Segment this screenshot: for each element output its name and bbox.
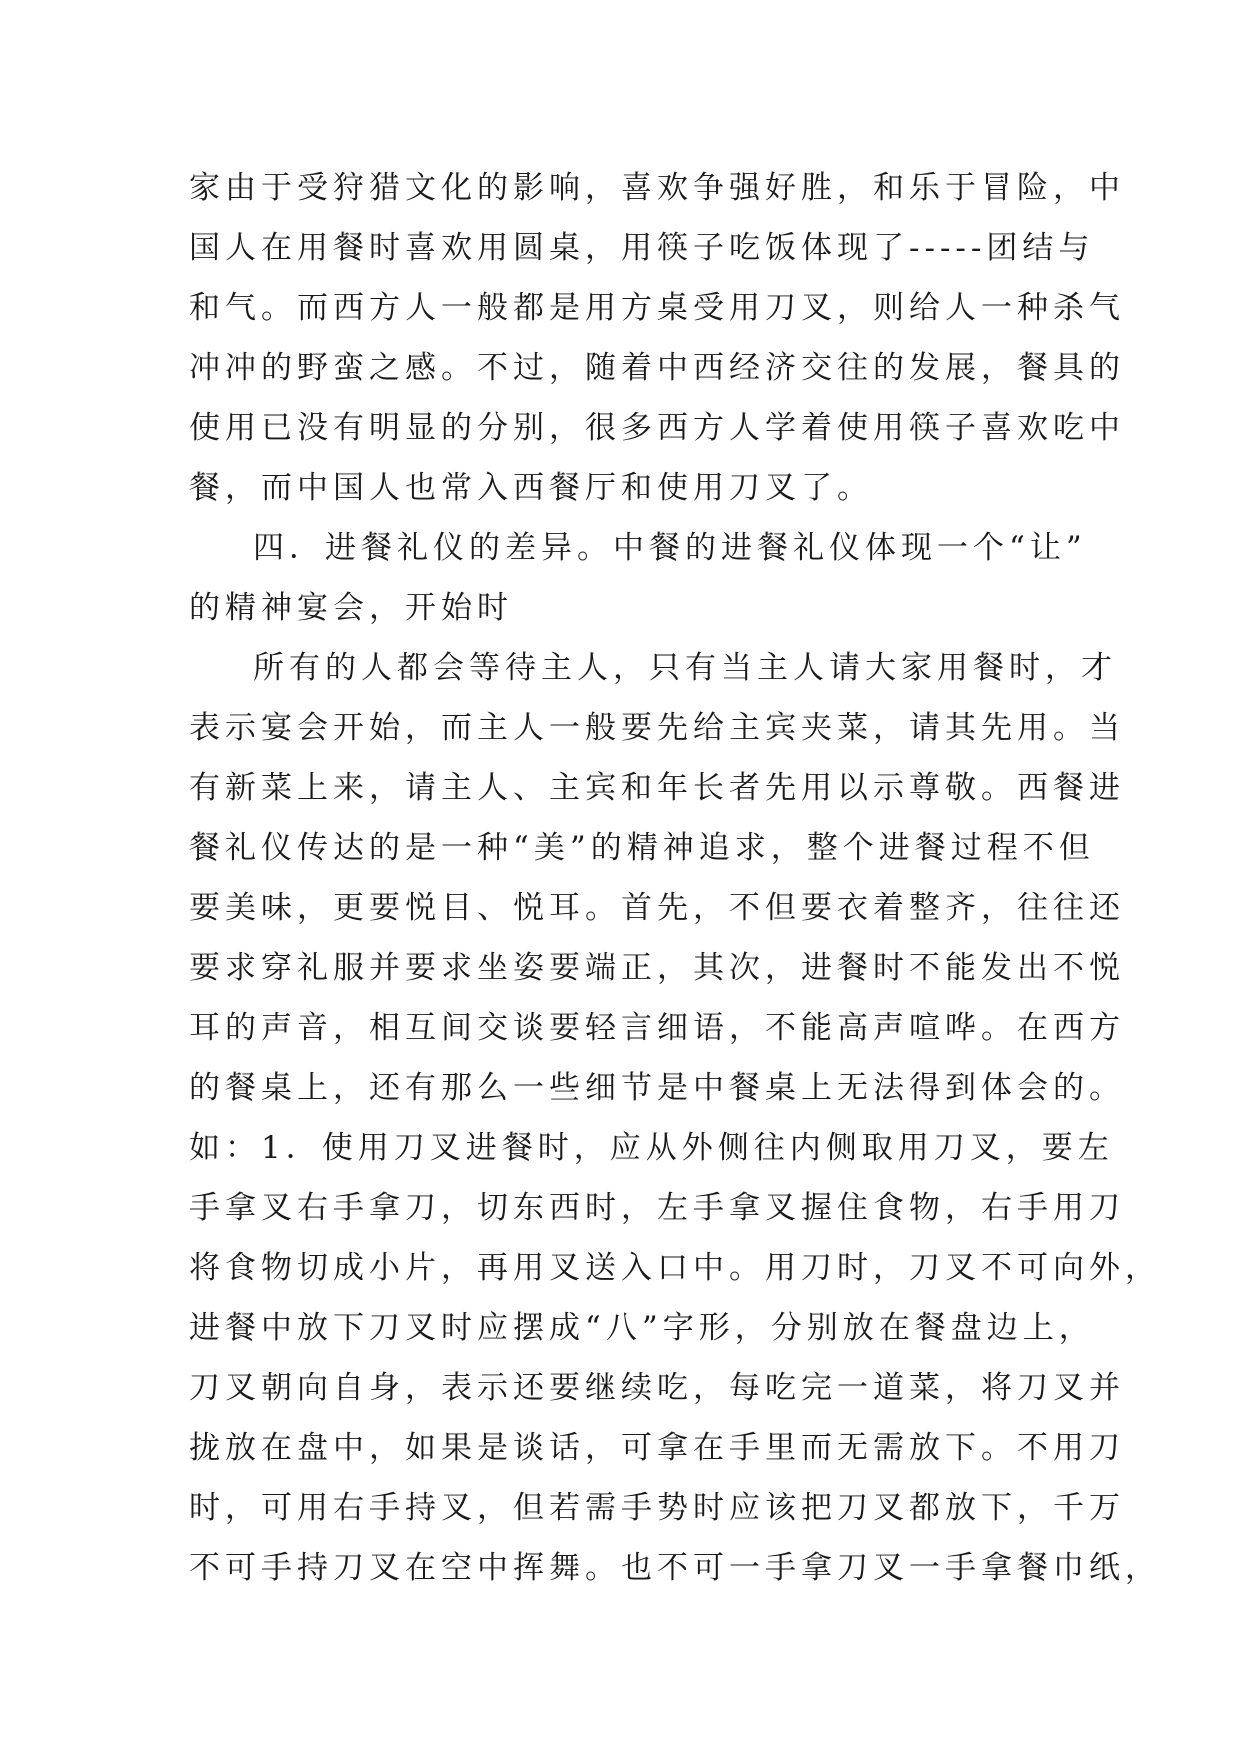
text-line: 拢放在盘中，如果是谈话，可拿在手里而无需放下。不用刀 [189,1430,1125,1466]
text-line: 要求穿礼服并要求坐姿要端正，其次，进餐时不能发出不悦 [189,950,1125,986]
body-text [189,158,1161,1598]
text-line: 冲冲的野蛮之感。不过，随着中西经济交往的发展，餐具的 [189,350,1125,386]
text-line: 餐，而中国人也常入西餐厅和使用刀叉了。 [189,470,873,506]
text-line: 不可手持刀叉在空中挥舞。也不可一手拿刀叉一手拿餐巾纸， [189,1550,1161,1586]
section-heading-line: 四．进餐礼仪的差异。中餐的进餐礼仪体现一个“让” [253,530,1087,566]
text-line: 餐礼仪传达的是一种“美”的精神追求，整个进餐过程不但 [189,830,1095,866]
text-line: 耳的声音，相互间交谈要轻言细语，不能高声喧哗。在西方 [189,1010,1125,1046]
text-line: 如：1．使用刀叉进餐时，应从外侧往内侧取用刀叉，要左 [189,1130,1114,1166]
text-line: 要美味，更要悦目、悦耳。首先，不但要衣着整齐，往往还 [189,890,1125,926]
paragraph-start-line: 所有的人都会等待主人，只有当主人请大家用餐时，才 [253,650,1117,686]
text-line: 表示宴会开始，而主人一般要先给主宾夹菜，请其先用。当 [189,710,1125,746]
text-line: 时，可用右手持叉，但若需手势时应该把刀叉都放下，千万 [189,1490,1125,1526]
text-line: 进餐中放下刀叉时应摆成“八”字形，分别放在餐盘边上， [189,1310,1095,1346]
text-line: 将食物切成小片，再用叉送入口中。用刀时，刀叉不可向外， [189,1250,1161,1286]
text-line: 和气。而西方人一般都是用方桌受用刀叉，则给人一种杀气 [189,290,1125,326]
text-line: 家由于受狩猎文化的影响，喜欢争强好胜，和乐于冒险，中 [189,170,1125,206]
text-line: 手拿叉右手拿刀，切东西时，左手拿叉握住食物，右手用刀 [189,1190,1125,1226]
text-line: 使用已没有明显的分别，很多西方人学着使用筷子喜欢吃中 [189,410,1125,446]
text-line: 国人在用餐时喜欢用圆桌，用筷子吃饭体现了-----团结与 [189,230,1095,266]
text-line: 的精神宴会，开始时 [189,590,513,626]
text-line: 的餐桌上，还有那么一些细节是中餐桌上无法得到体会的。 [189,1070,1125,1106]
text-line: 刀叉朝向自身，表示还要继续吃，每吃完一道菜，将刀叉并 [189,1370,1125,1406]
text-line: 有新菜上来，请主人、主宾和年长者先用以示尊敬。西餐进 [189,770,1125,806]
